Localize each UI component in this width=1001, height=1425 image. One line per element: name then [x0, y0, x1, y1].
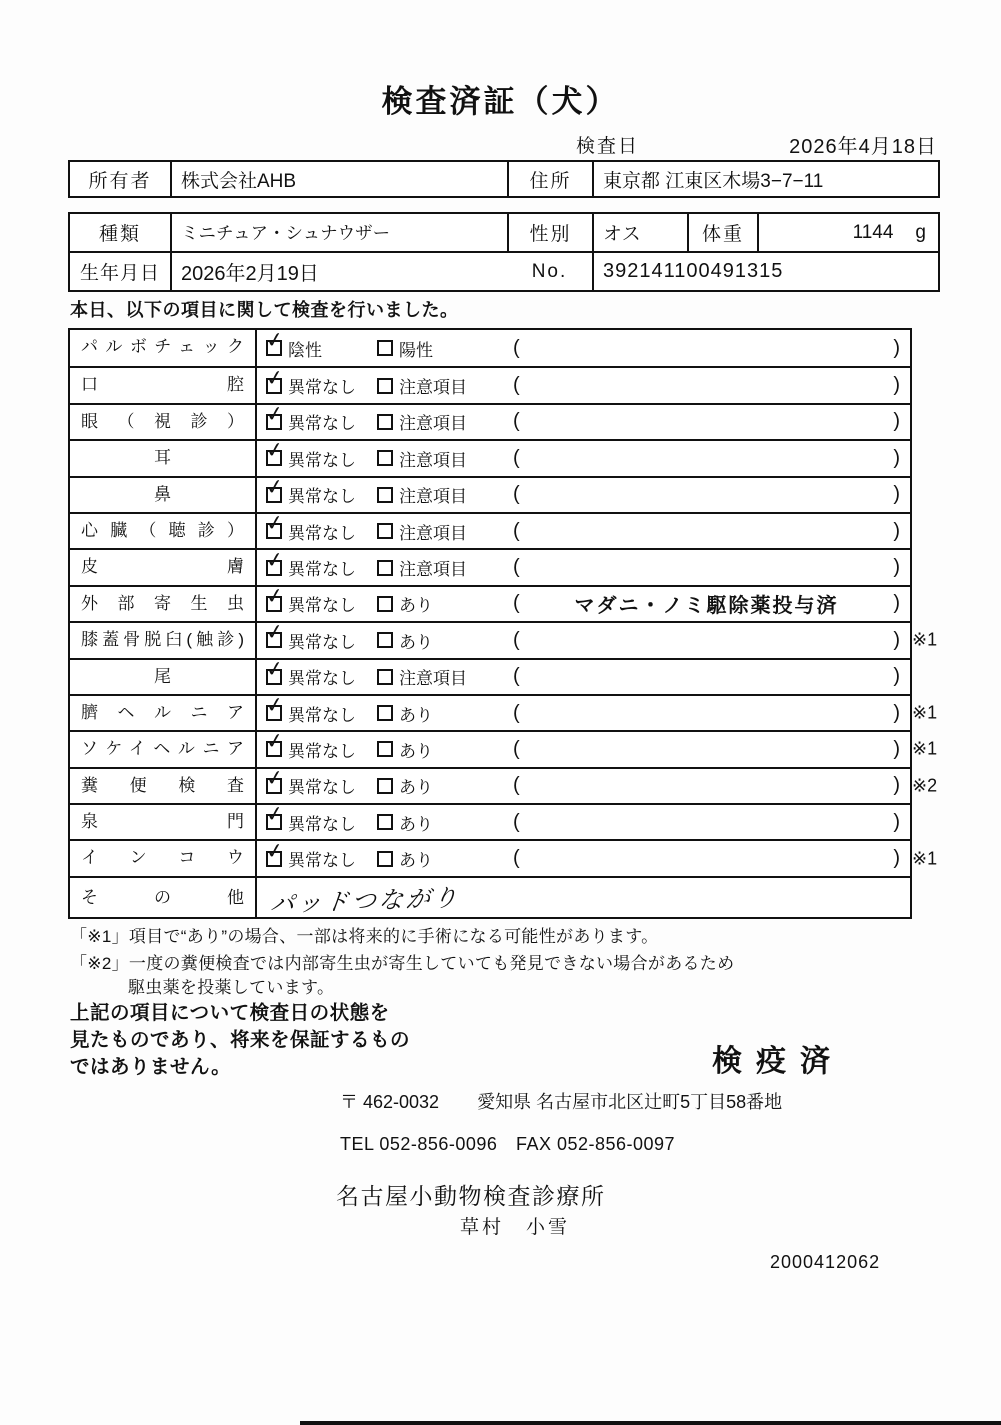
checklist-row: [70, 330, 910, 366]
remarks-area: [509, 774, 910, 797]
item-result: [257, 660, 910, 694]
option-primary: [257, 664, 377, 689]
footnote-mark: ※1: [912, 702, 938, 723]
footnote-1: 「※1」項目で“あり”の場合、一部は将来的に手術になる可能性があります。: [70, 927, 659, 946]
item-label: 鼻: [70, 478, 257, 512]
open-paren: (: [513, 737, 520, 760]
item-result: [257, 514, 910, 548]
option-secondary: [377, 409, 509, 434]
close-paren: ): [893, 737, 900, 760]
remarks-area: [509, 483, 910, 506]
checklist-row: [70, 366, 910, 402]
item-result: [257, 696, 910, 730]
checklist-row: [70, 730, 938, 766]
option-primary: [257, 409, 377, 434]
close-paren: ): [893, 810, 900, 833]
item-result: [257, 330, 910, 366]
option-secondary: [377, 482, 509, 507]
open-paren: (: [513, 446, 520, 469]
option-primary: [257, 737, 377, 762]
vet-name: 草村 小雪: [460, 1217, 571, 1238]
item-label: 臍ヘルニア: [70, 696, 257, 730]
open-paren: (: [513, 483, 520, 506]
checklist-row: [70, 512, 910, 548]
option-primary: [257, 701, 377, 726]
option-primary-label: 異常なし: [288, 778, 356, 798]
clinic-name: 名古屋小動物検査診療所: [336, 1183, 606, 1209]
open-paren: (: [513, 336, 520, 359]
footnote-2: 「※2」一度の糞便検査では内部寄生虫が寄生していても発見できない場合があるため: [70, 954, 735, 973]
clinic-tel: TEL 052-856-0096 FAX 052-856-0097: [340, 1134, 676, 1154]
pet-row-1: [70, 214, 938, 251]
option-primary-label: 異常なし: [288, 414, 356, 434]
footnote-mark: ※1: [912, 848, 938, 869]
birth-label: 生年月日: [79, 263, 160, 284]
item-label: 口腔: [70, 368, 257, 402]
checkbox-checked-icon: [266, 632, 282, 648]
item-result: [257, 478, 910, 512]
option-primary: [257, 482, 377, 507]
handwritten-note: パッドつながり: [268, 883, 462, 919]
checkbox-checked-icon: [266, 741, 282, 757]
option-secondary-label: あり: [399, 596, 433, 616]
option-secondary-label: 注意項目: [399, 378, 467, 398]
item-result: [257, 405, 910, 439]
checkbox-checked-icon: [266, 523, 282, 539]
footnote-mark: ※1: [912, 629, 938, 650]
remarks-area: [509, 702, 910, 725]
option-secondary-label: 注意項目: [399, 414, 467, 434]
open-paren: (: [513, 701, 520, 724]
option-primary-label: 異常なし: [288, 705, 356, 725]
item-result: [257, 550, 910, 584]
owner-label: 所有者: [88, 170, 152, 192]
checkbox-empty-icon: [377, 669, 393, 685]
clinic-address: 愛知県 名古屋市北区辻町5丁目58番地: [477, 1092, 783, 1112]
open-paren: (: [513, 592, 520, 615]
remarks-area: [509, 520, 910, 543]
option-secondary-label: あり: [399, 778, 433, 798]
checkbox-checked-icon: [266, 340, 282, 356]
checkbox-checked-icon: [266, 669, 282, 685]
item-label: パルボチェック: [70, 330, 257, 366]
item-result: [257, 587, 910, 621]
checkbox-checked-icon: [266, 596, 282, 612]
checkbox-checked-icon: [266, 778, 282, 794]
option-primary: [257, 519, 377, 544]
option-primary-label: 陰性: [288, 340, 322, 360]
pet-row-2: [70, 251, 938, 290]
disclaimer-line-1: 上記の項目について検査日の状態を: [70, 1002, 390, 1024]
item-label: 尾: [70, 660, 257, 694]
item-result: [257, 623, 910, 657]
footnote-mark: ※2: [912, 775, 938, 796]
item-result: [257, 441, 910, 475]
checkbox-checked-icon: [266, 378, 282, 394]
checkbox-empty-icon: [377, 741, 393, 757]
option-primary: [257, 773, 377, 798]
checkbox-checked-icon: [266, 560, 282, 576]
checkbox-empty-icon: [377, 340, 393, 356]
remarks-area: [509, 811, 910, 834]
checklist-row: [70, 585, 910, 621]
option-secondary-label: 陽性: [399, 340, 433, 360]
option-secondary-label: 注意項目: [399, 523, 467, 543]
birth-value: 2026年2月19日: [170, 253, 507, 290]
option-secondary: [377, 737, 509, 762]
serial-code: 2000412062: [770, 1252, 881, 1272]
checklist-row: [70, 403, 910, 439]
close-paren: ): [893, 410, 900, 433]
option-primary: [257, 628, 377, 653]
checkbox-empty-icon: [377, 632, 393, 648]
weight-label: 体重: [687, 214, 757, 251]
open-paren: (: [513, 774, 520, 797]
page-title: 検査済証（犬）: [381, 84, 620, 119]
remarks-area: [509, 556, 910, 579]
option-primary-label: 異常なし: [288, 669, 356, 689]
sex-value: オス: [592, 214, 687, 251]
checklist-row: [70, 548, 910, 584]
checkbox-empty-icon: [377, 487, 393, 503]
item-result: [257, 732, 910, 766]
option-primary-label: 異常なし: [288, 560, 356, 580]
checkbox-checked-icon: [266, 851, 282, 867]
checklist-row: [70, 839, 938, 875]
close-paren: ): [893, 519, 900, 542]
remarks-area: [509, 447, 910, 470]
checkbox-empty-icon: [377, 523, 393, 539]
item-label: 外部寄生虫: [70, 587, 257, 621]
option-secondary: [377, 373, 509, 398]
checklist-row: [70, 476, 910, 512]
option-primary: [257, 810, 377, 835]
remarks-area: [509, 665, 910, 688]
checklist-row: [70, 876, 910, 917]
item-result: [257, 769, 910, 803]
remarks-area: [509, 629, 910, 652]
footnote-mark: ※1: [912, 738, 938, 759]
disclaimer-line-3: ではありません。: [70, 1056, 232, 1078]
option-primary-label: 異常なし: [288, 523, 356, 543]
disclaimer: [70, 1000, 410, 1081]
checkbox-empty-icon: [377, 414, 393, 430]
remarks-area: [509, 337, 910, 360]
option-primary: [257, 846, 377, 871]
close-paren: ): [893, 847, 900, 870]
option-primary: [257, 373, 377, 398]
open-paren: (: [513, 847, 520, 870]
checkbox-empty-icon: [377, 851, 393, 867]
address-label: 住所: [507, 162, 592, 196]
option-secondary-label: あり: [399, 632, 433, 652]
owner-value: 株式会社AHB: [170, 162, 507, 196]
option-secondary-label: 注意項目: [399, 487, 467, 507]
remarks-area: [509, 738, 910, 761]
open-paren: (: [513, 410, 520, 433]
option-secondary: [377, 846, 509, 871]
remarks-area: [509, 374, 910, 397]
option-secondary-label: 注意項目: [399, 560, 467, 580]
checkbox-checked-icon: [266, 814, 282, 830]
owner-table: [68, 160, 940, 198]
option-secondary: [377, 664, 509, 689]
no-value: 392141100491315: [592, 253, 938, 290]
option-secondary: [377, 555, 509, 580]
close-paren: ): [893, 336, 900, 359]
weight-value: 1144: [852, 221, 894, 243]
option-primary-label: 異常なし: [288, 814, 356, 834]
item-label: 膝蓋骨脱臼(触診): [70, 623, 257, 657]
close-paren: ): [893, 628, 900, 651]
option-secondary: [377, 336, 509, 361]
inspection-date-label: 検査日: [576, 136, 640, 157]
open-paren: (: [513, 374, 520, 397]
disclaimer-line-2: 見たものであり、将来を保証するもの: [70, 1029, 411, 1051]
option-secondary: [377, 628, 509, 653]
no-label: No.: [531, 260, 568, 282]
option-primary: [257, 591, 377, 616]
owner-row: [70, 162, 938, 196]
checkbox-empty-icon: [377, 450, 393, 466]
close-paren: ): [893, 701, 900, 724]
option-secondary-label: あり: [399, 705, 433, 725]
item-label: ソケイヘルニア: [70, 732, 257, 766]
item-result: [257, 878, 910, 917]
pet-table: [68, 212, 940, 292]
quarantine-stamp: 検疫済: [712, 1045, 844, 1078]
checklist-table: [68, 328, 938, 919]
intro-text: 本日、以下の項目に関して検査を行いました。: [70, 300, 459, 320]
inspection-date-value: 2026年4月18日: [789, 136, 937, 158]
checkbox-empty-icon: [377, 778, 393, 794]
open-paren: (: [513, 665, 520, 688]
option-secondary: [377, 591, 509, 616]
checkbox-checked-icon: [266, 450, 282, 466]
option-primary-label: 異常なし: [288, 741, 356, 761]
option-primary: [257, 555, 377, 580]
remarks-area: [509, 410, 910, 433]
address-value: 東京都 江東区木場3−7−11: [592, 162, 938, 196]
checklist-row: [70, 439, 910, 475]
option-primary-label: 異常なし: [288, 851, 356, 871]
item-label: 泉門: [70, 805, 257, 839]
option-primary: [257, 446, 377, 471]
item-result: [257, 841, 910, 875]
checklist-row: [70, 694, 938, 730]
option-primary-label: 異常なし: [288, 378, 356, 398]
option-primary-label: 異常なし: [288, 632, 356, 652]
remarks-area: [509, 847, 910, 870]
close-paren: ): [893, 446, 900, 469]
item-label: その他: [70, 878, 257, 917]
option-secondary: [377, 810, 509, 835]
item-result: [257, 805, 910, 839]
checkbox-empty-icon: [377, 378, 393, 394]
item-label: 眼（視診）: [70, 405, 257, 439]
close-paren: ): [893, 665, 900, 688]
option-secondary: [377, 701, 509, 726]
remarks-area: [509, 589, 910, 618]
weight-unit: g: [915, 221, 926, 243]
option-secondary-label: 注意項目: [399, 450, 467, 470]
close-paren: ): [893, 374, 900, 397]
clinic-postal: 〒 462-0032: [340, 1092, 440, 1112]
checkbox-empty-icon: [377, 596, 393, 612]
scan-artifact-line: [300, 1421, 1001, 1425]
checklist-row: [70, 658, 910, 694]
open-paren: (: [513, 519, 520, 542]
footnote-2-continued: 駆虫薬を投薬しています。: [128, 978, 335, 997]
item-result: [257, 368, 910, 402]
item-label: インコウ: [70, 841, 257, 875]
checkbox-empty-icon: [377, 560, 393, 576]
option-secondary: [377, 519, 509, 544]
checklist-row: [70, 621, 938, 657]
option-secondary-label: 注意項目: [399, 669, 467, 689]
checkbox-checked-icon: [266, 414, 282, 430]
checkbox-checked-icon: [266, 487, 282, 503]
checklist-row: [70, 767, 938, 803]
remark-text: マダニ・ノミ駆除薬投与済: [574, 595, 839, 618]
weight-cell: [757, 214, 938, 251]
close-paren: ): [893, 592, 900, 615]
item-label: 糞便検査: [70, 769, 257, 803]
checkbox-checked-icon: [266, 705, 282, 721]
option-secondary-label: あり: [399, 814, 433, 834]
open-paren: (: [513, 810, 520, 833]
option-primary-label: 異常なし: [288, 596, 356, 616]
option-secondary: [377, 773, 509, 798]
checkbox-empty-icon: [377, 705, 393, 721]
item-label: 皮膚: [70, 550, 257, 584]
breed-label: 種類: [98, 224, 141, 245]
close-paren: ): [893, 556, 900, 579]
option-secondary-label: あり: [399, 851, 433, 871]
breed-value: ミニチュア・シュナウザー: [170, 214, 507, 251]
checklist-row: [70, 803, 910, 839]
option-secondary-label: あり: [399, 741, 433, 761]
close-paren: ): [893, 483, 900, 506]
option-primary-label: 異常なし: [288, 450, 356, 470]
checkbox-empty-icon: [377, 814, 393, 830]
option-secondary: [377, 446, 509, 471]
option-primary-label: 異常なし: [288, 487, 356, 507]
item-label: 心臓（聴診）: [70, 514, 257, 548]
open-paren: (: [513, 628, 520, 651]
option-primary: [257, 336, 377, 361]
item-label: 耳: [70, 441, 257, 475]
clinic-address-line: [340, 1088, 782, 1114]
close-paren: ): [893, 774, 900, 797]
sex-label: 性別: [507, 214, 592, 251]
open-paren: (: [513, 556, 520, 579]
